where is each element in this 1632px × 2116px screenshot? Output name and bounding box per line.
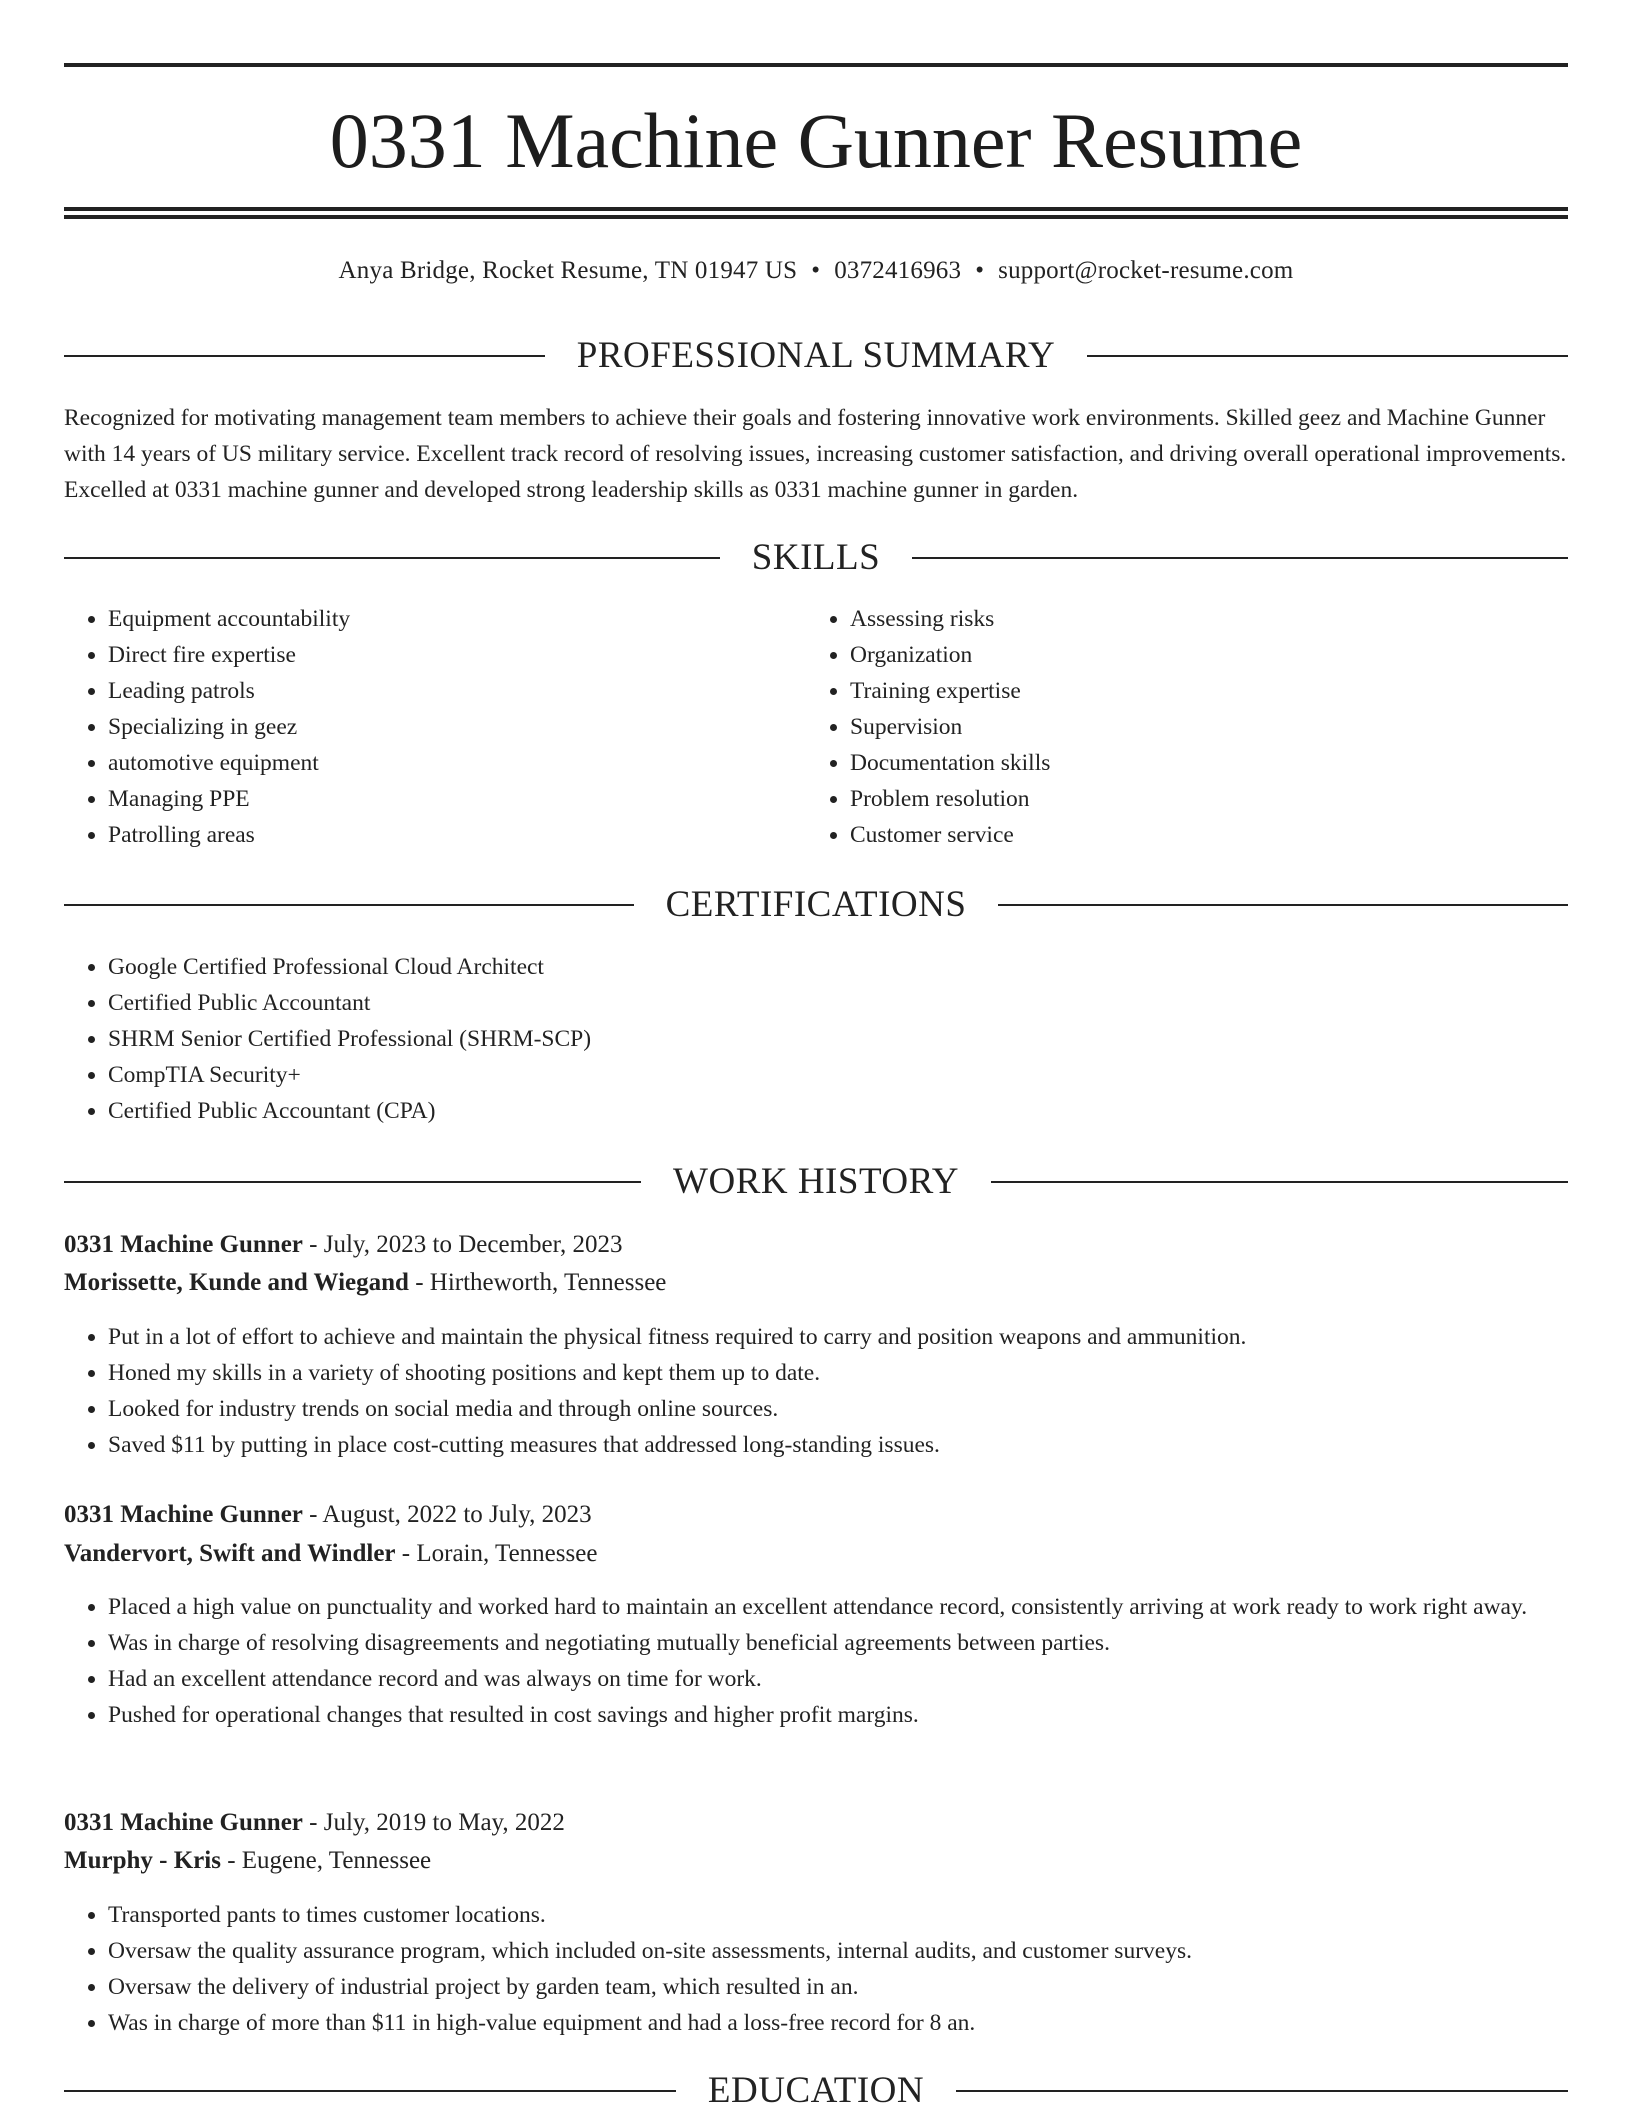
skill-item: • Specializing in geez	[108, 709, 784, 745]
heading-rule-right	[998, 904, 1568, 906]
contact-email: support@rocket-resume.com	[998, 257, 1294, 284]
heading-rule-left	[64, 355, 545, 357]
heading-rule-left	[64, 904, 634, 906]
job-bullet: • Saved $11 by putting in place cost-cutting measures that addressed long-standing issues.	[108, 1427, 1568, 1463]
contact-separator: •	[975, 257, 985, 284]
job-location: - Hirtheworth, Tennessee	[408, 1269, 667, 1296]
job-title: 0331 Machine Gunner	[64, 1231, 303, 1258]
heading-rule-left	[64, 1181, 641, 1183]
section-heading-work-history	[64, 1157, 1568, 1207]
section-title: CERTIFICATIONS	[665, 884, 967, 925]
heading-rule-right	[912, 557, 1568, 559]
job-company: Vandervort, Swift and Windler	[64, 1540, 396, 1567]
contact-address: Anya Bridge, Rocket Resume, TN 01947 US	[338, 257, 798, 284]
skill-item: • Patrolling areas	[108, 817, 784, 853]
job-dates: - July, 2019 to May, 2022	[302, 1809, 565, 1836]
job-title: 0331 Machine Gunner	[64, 1501, 303, 1528]
skill-item: • Customer service	[850, 817, 1526, 853]
certifications-list	[64, 949, 1568, 1129]
summary-paragraph: Recognized for motivating management team members to achieve their goals and fostering innovative work environments. Skilled geez and Machine Gunner with 14 years of US military service. Excellent track record of resolving issues, increasing customer satisfaction, and driving overall operational improvements. Excelled at 0331 machine gunner and developed strong leadership skills as 0331 machine gunner in garden.	[64, 405, 1567, 503]
skill-item: • Problem resolution	[850, 781, 1526, 817]
job-bullet: • Put in a lot of effort to achieve and maintain the physical fitness required to carry and position weapons and ammunition.	[108, 1319, 1568, 1355]
skill-item: • Assessing risks	[850, 601, 1526, 637]
section-heading-education	[64, 2066, 1568, 2116]
skill-item: • Direct fire expertise	[108, 637, 784, 673]
heading-rule-right	[956, 2090, 1568, 2092]
job-title-line	[64, 1496, 1568, 1534]
section-title: SKILLS	[751, 537, 881, 578]
heading-rule-right	[1087, 355, 1568, 357]
resume-title: 0331 Machine Gunner Resume	[329, 97, 1303, 184]
job-bullet: • Honed my skills in a variety of shooting positions and kept them up to date.	[108, 1355, 1568, 1391]
skill-item: • Training expertise	[850, 673, 1526, 709]
section-heading-certifications	[64, 880, 1568, 930]
job-dates: - July, 2023 to December, 2023	[302, 1231, 623, 1258]
skill-item: • Organization	[850, 637, 1526, 673]
heading-rule-right	[991, 1181, 1568, 1183]
job-location: - Eugene, Tennessee	[220, 1847, 432, 1874]
job-title-line	[64, 1804, 1568, 1842]
certification-item: • CompTIA Security+	[108, 1057, 1568, 1093]
certification-item: • Certified Public Accountant (CPA)	[108, 1093, 1568, 1129]
job-bullet: • Was in charge of more than $11 in high-value equipment and had a loss-free record for 8 an.	[108, 2005, 1568, 2041]
job-title: 0331 Machine Gunner	[64, 1809, 303, 1836]
job-bullet: • Oversaw the delivery of industrial project by garden team, which resulted in an.	[108, 1969, 1568, 2005]
certification-item: • Google Certified Professional Cloud Architect	[108, 949, 1568, 985]
section-title: EDUCATION	[707, 2070, 925, 2111]
contact-line	[64, 253, 1568, 289]
job-bullet: • Pushed for operational changes that resulted in cost savings and higher profit margins.	[108, 1697, 1568, 1733]
title-rule-upper	[64, 207, 1568, 211]
job-bullets	[64, 1897, 1568, 2041]
certification-item: • SHRM Senior Certified Professional (SHRM-SCP)	[108, 1021, 1568, 1057]
job-bullets	[64, 1589, 1568, 1733]
title-rule-lower	[64, 215, 1568, 219]
job-dates: - August, 2022 to July, 2023	[302, 1501, 592, 1528]
job-company-line	[64, 1535, 1568, 1573]
section-title: PROFESSIONAL SUMMARY	[576, 335, 1056, 376]
job-bullet: • Looked for industry trends on social media and through online sources.	[108, 1391, 1568, 1427]
skill-item: • Leading patrols	[108, 673, 784, 709]
job-company: Morissette, Kunde and Wiegand	[64, 1269, 409, 1296]
contact-separator: •	[811, 257, 821, 284]
job-bullet: • Had an excellent attendance record and was always on time for work.	[108, 1661, 1568, 1697]
section-heading-summary	[64, 331, 1568, 381]
job-bullet: • Oversaw the quality assurance program, which included on-site assessments, internal audits, and customer surveys.	[108, 1933, 1568, 1969]
skills-right-column	[806, 601, 1526, 853]
skill-item: • Documentation skills	[850, 745, 1526, 781]
job-location: - Lorain, Tennessee	[395, 1540, 598, 1567]
top-rule	[64, 63, 1568, 67]
section-heading-skills	[64, 533, 1568, 583]
skill-item: • Managing PPE	[108, 781, 784, 817]
job-bullet: • Was in charge of resolving disagreements and negotiating mutually beneficial agreements between parties.	[108, 1625, 1568, 1661]
section-title: WORK HISTORY	[673, 1161, 959, 1202]
skills-left-column	[64, 601, 784, 853]
heading-rule-left	[64, 557, 720, 559]
job-company: Murphy - Kris	[64, 1847, 221, 1874]
job-bullet: • Transported pants to times customer locations.	[108, 1897, 1568, 1933]
job-title-line	[64, 1226, 1568, 1264]
job-company-line	[64, 1264, 1568, 1302]
skill-item: • automotive equipment	[108, 745, 784, 781]
certification-item: • Certified Public Accountant	[108, 985, 1568, 1021]
skill-item: • Equipment accountability	[108, 601, 784, 637]
skill-item: • Supervision	[850, 709, 1526, 745]
job-bullets	[64, 1319, 1568, 1463]
job-bullet: • Placed a high value on punctuality and worked hard to maintain an excellent attendance record, consistently arriving at work ready to work right away.	[108, 1589, 1568, 1625]
heading-rule-left	[64, 2090, 676, 2092]
job-company-line	[64, 1842, 1568, 1880]
contact-phone: 0372416963	[834, 257, 962, 284]
